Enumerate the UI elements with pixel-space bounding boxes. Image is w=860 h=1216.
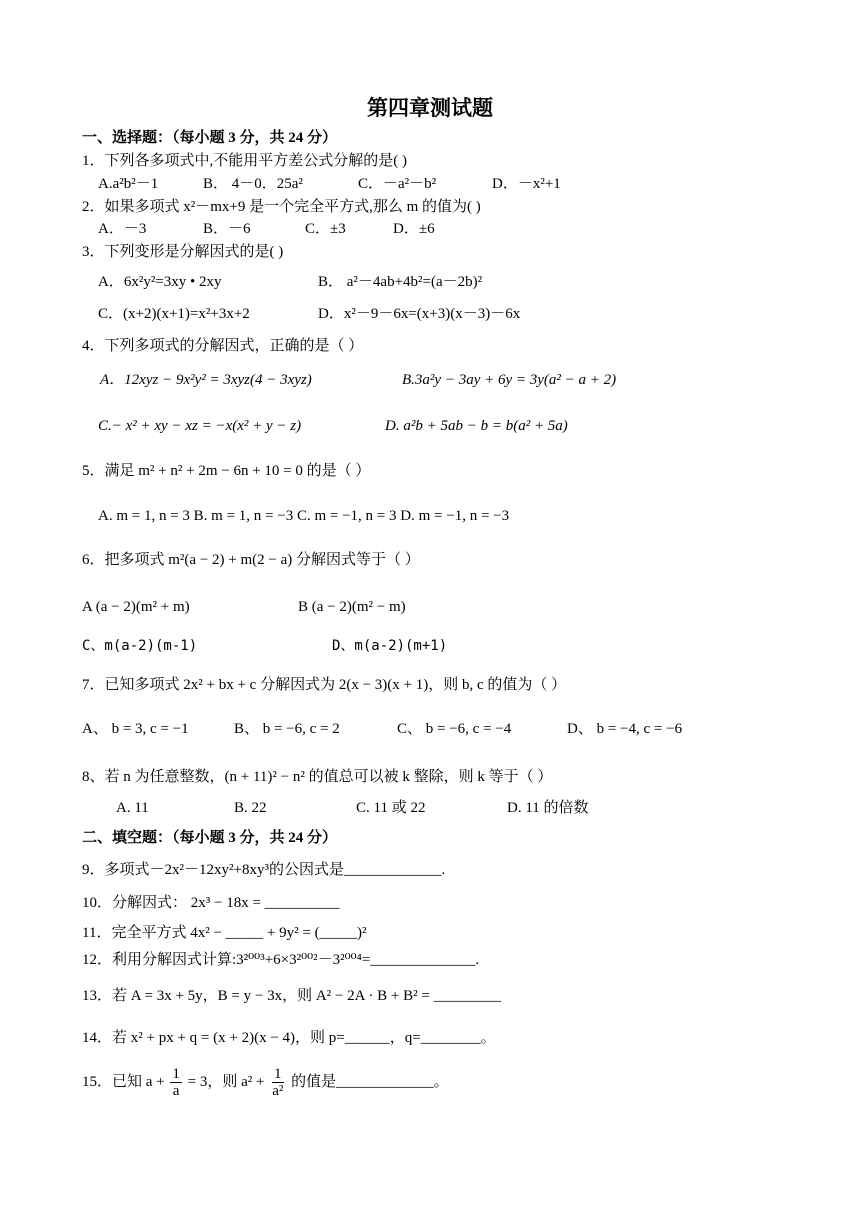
q15-middle: = 3，则 a² + (187, 1074, 265, 1090)
q14: 14．若 x² + px + q = (x + 2)(x − 4)，则 p=______，q=________。 (82, 1030, 496, 1046)
q3-option-a: A．6x²y²=3xy • 2xy (98, 274, 222, 290)
q12: 12．利用分解因式计算:3²⁰⁰³+6×3²⁰⁰²－3²⁰⁰⁴=______________. (82, 952, 480, 968)
q8-option-d: D. 11 的倍数 (507, 800, 589, 816)
q15-frac1-numerator: 1 (172, 1066, 180, 1083)
q7-option-c: C、 b = −6, c = −4 (397, 721, 512, 737)
q1-option-d: D．－x²+1 (492, 176, 561, 192)
q4-option-b: B.3a²y − 3ay + 6y = 3y(a² − a + 2) (402, 372, 617, 388)
q1-stem: 1．下列各多项式中,不能用平方差公式分解的是( ) (82, 153, 407, 169)
q7-option-b: B、 b = −6, c = 2 (234, 721, 340, 737)
q15-frac2-denominator: a² (272, 1083, 284, 1100)
q2-option-c: C．±3 (305, 221, 346, 237)
q3-option-d: D．x²－9－6x=(x+3)(x－3)－6x (318, 306, 521, 322)
section-heading-fill: 二、填空题：（每小题 3 分，共 24 分） (82, 830, 338, 846)
q2-option-a: A．－3 (98, 221, 147, 237)
q2-option-b: B．－6 (203, 221, 251, 237)
q1-option-b: B． 4－0．25a² (203, 176, 303, 192)
q5-stem: 5．满足 m² + n² + 2m − 6n + 10 = 0 的是（ ） (82, 463, 371, 479)
q8-stem: 8、若 n 为任意整数，(n + 11)² − n² 的值总可以被 k 整除，则 k 等于（ ） (82, 769, 553, 785)
q3-option-c: C．(x+2)(x+1)=x²+3x+2 (98, 306, 250, 322)
q8-option-a: A. 11 (116, 800, 149, 816)
q7-option-a: A、 b = 3, c = −1 (82, 721, 189, 737)
q4-stem: 4．下列多项式的分解因式，正确的是（ ） (82, 338, 364, 354)
q8-option-c: C. 11 或 22 (356, 800, 426, 816)
q15-frac1-denominator: a (172, 1083, 180, 1100)
q15-suffix: 的值是_____________。 (291, 1074, 449, 1090)
q1-option-a: A.a²b²－1 (98, 176, 159, 192)
q9: 9．多项式－2x²－12xy²+8xy³的公因式是_____________. (82, 862, 446, 878)
q6-stem: 6．把多项式 m²(a − 2) + m(2 − a) 分解因式等于（ ） (82, 552, 420, 568)
q1-option-c: C．－a²－b² (358, 176, 437, 192)
q4-option-c: C.− x² + xy − xz = −x(x² + y − z) (98, 418, 302, 434)
q10: 10．分解因式： 2x³ − 18x = __________ (82, 895, 340, 911)
q5-options: A. m = 1, n = 3 B. m = 1, n = −3 C. m = −1, n = 3 D. m = −1, n = −3 (98, 508, 510, 524)
q11: 11．完全平方式 4x² − _____ + 9y² = (_____)² (82, 925, 367, 941)
q15-frac2-numerator: 1 (274, 1066, 282, 1083)
section-heading-choice: 一、选择题：（每小题 3 分，共 24 分） (82, 130, 338, 146)
q2-stem: 2．如果多项式 x²－mx+9 是一个完全平方式,那么 m 的值为( ) (82, 199, 481, 215)
q4-option-d: D. a²b + 5ab − b = b(a² + 5a) (385, 418, 568, 434)
q15 (82, 1060, 449, 1104)
q3-option-b: B． a²－4ab+4b²=(a－2b)² (318, 274, 483, 290)
q7-option-d: D、 b = −4, c = −6 (567, 721, 683, 737)
page-title: 第四章测试题 (367, 96, 493, 120)
q7-stem: 7．已知多项式 2x² + bx + c 分解因式为 2(x − 3)(x + 1)，则 b, c 的值为（ ） (82, 677, 567, 693)
q8-option-b: B. 22 (234, 800, 267, 816)
q4-option-a: A．12xyz − 9x²y² = 3xyz(4 − 3xyz) (100, 372, 312, 388)
q6-option-c: C、m(a-2)(m-1) (82, 638, 198, 654)
q13: 13．若 A = 3x + 5y，B = y − 3x，则 A² − 2A · B + B² = _________ (82, 988, 502, 1004)
q6-option-b: B (a − 2)(m² − m) (298, 599, 406, 615)
q15-fraction-2 (270, 1066, 285, 1099)
q3-stem: 3．下列变形是分解因式的是( ) (82, 244, 284, 260)
q2-option-d: D．±6 (393, 221, 435, 237)
q6-option-d: D、m(a-2)(m+1) (332, 638, 448, 654)
q15-prefix: 15．已知 a + (82, 1074, 165, 1090)
q6-option-a: A (a − 2)(m² + m) (82, 599, 190, 615)
q15-fraction-1 (170, 1066, 182, 1099)
